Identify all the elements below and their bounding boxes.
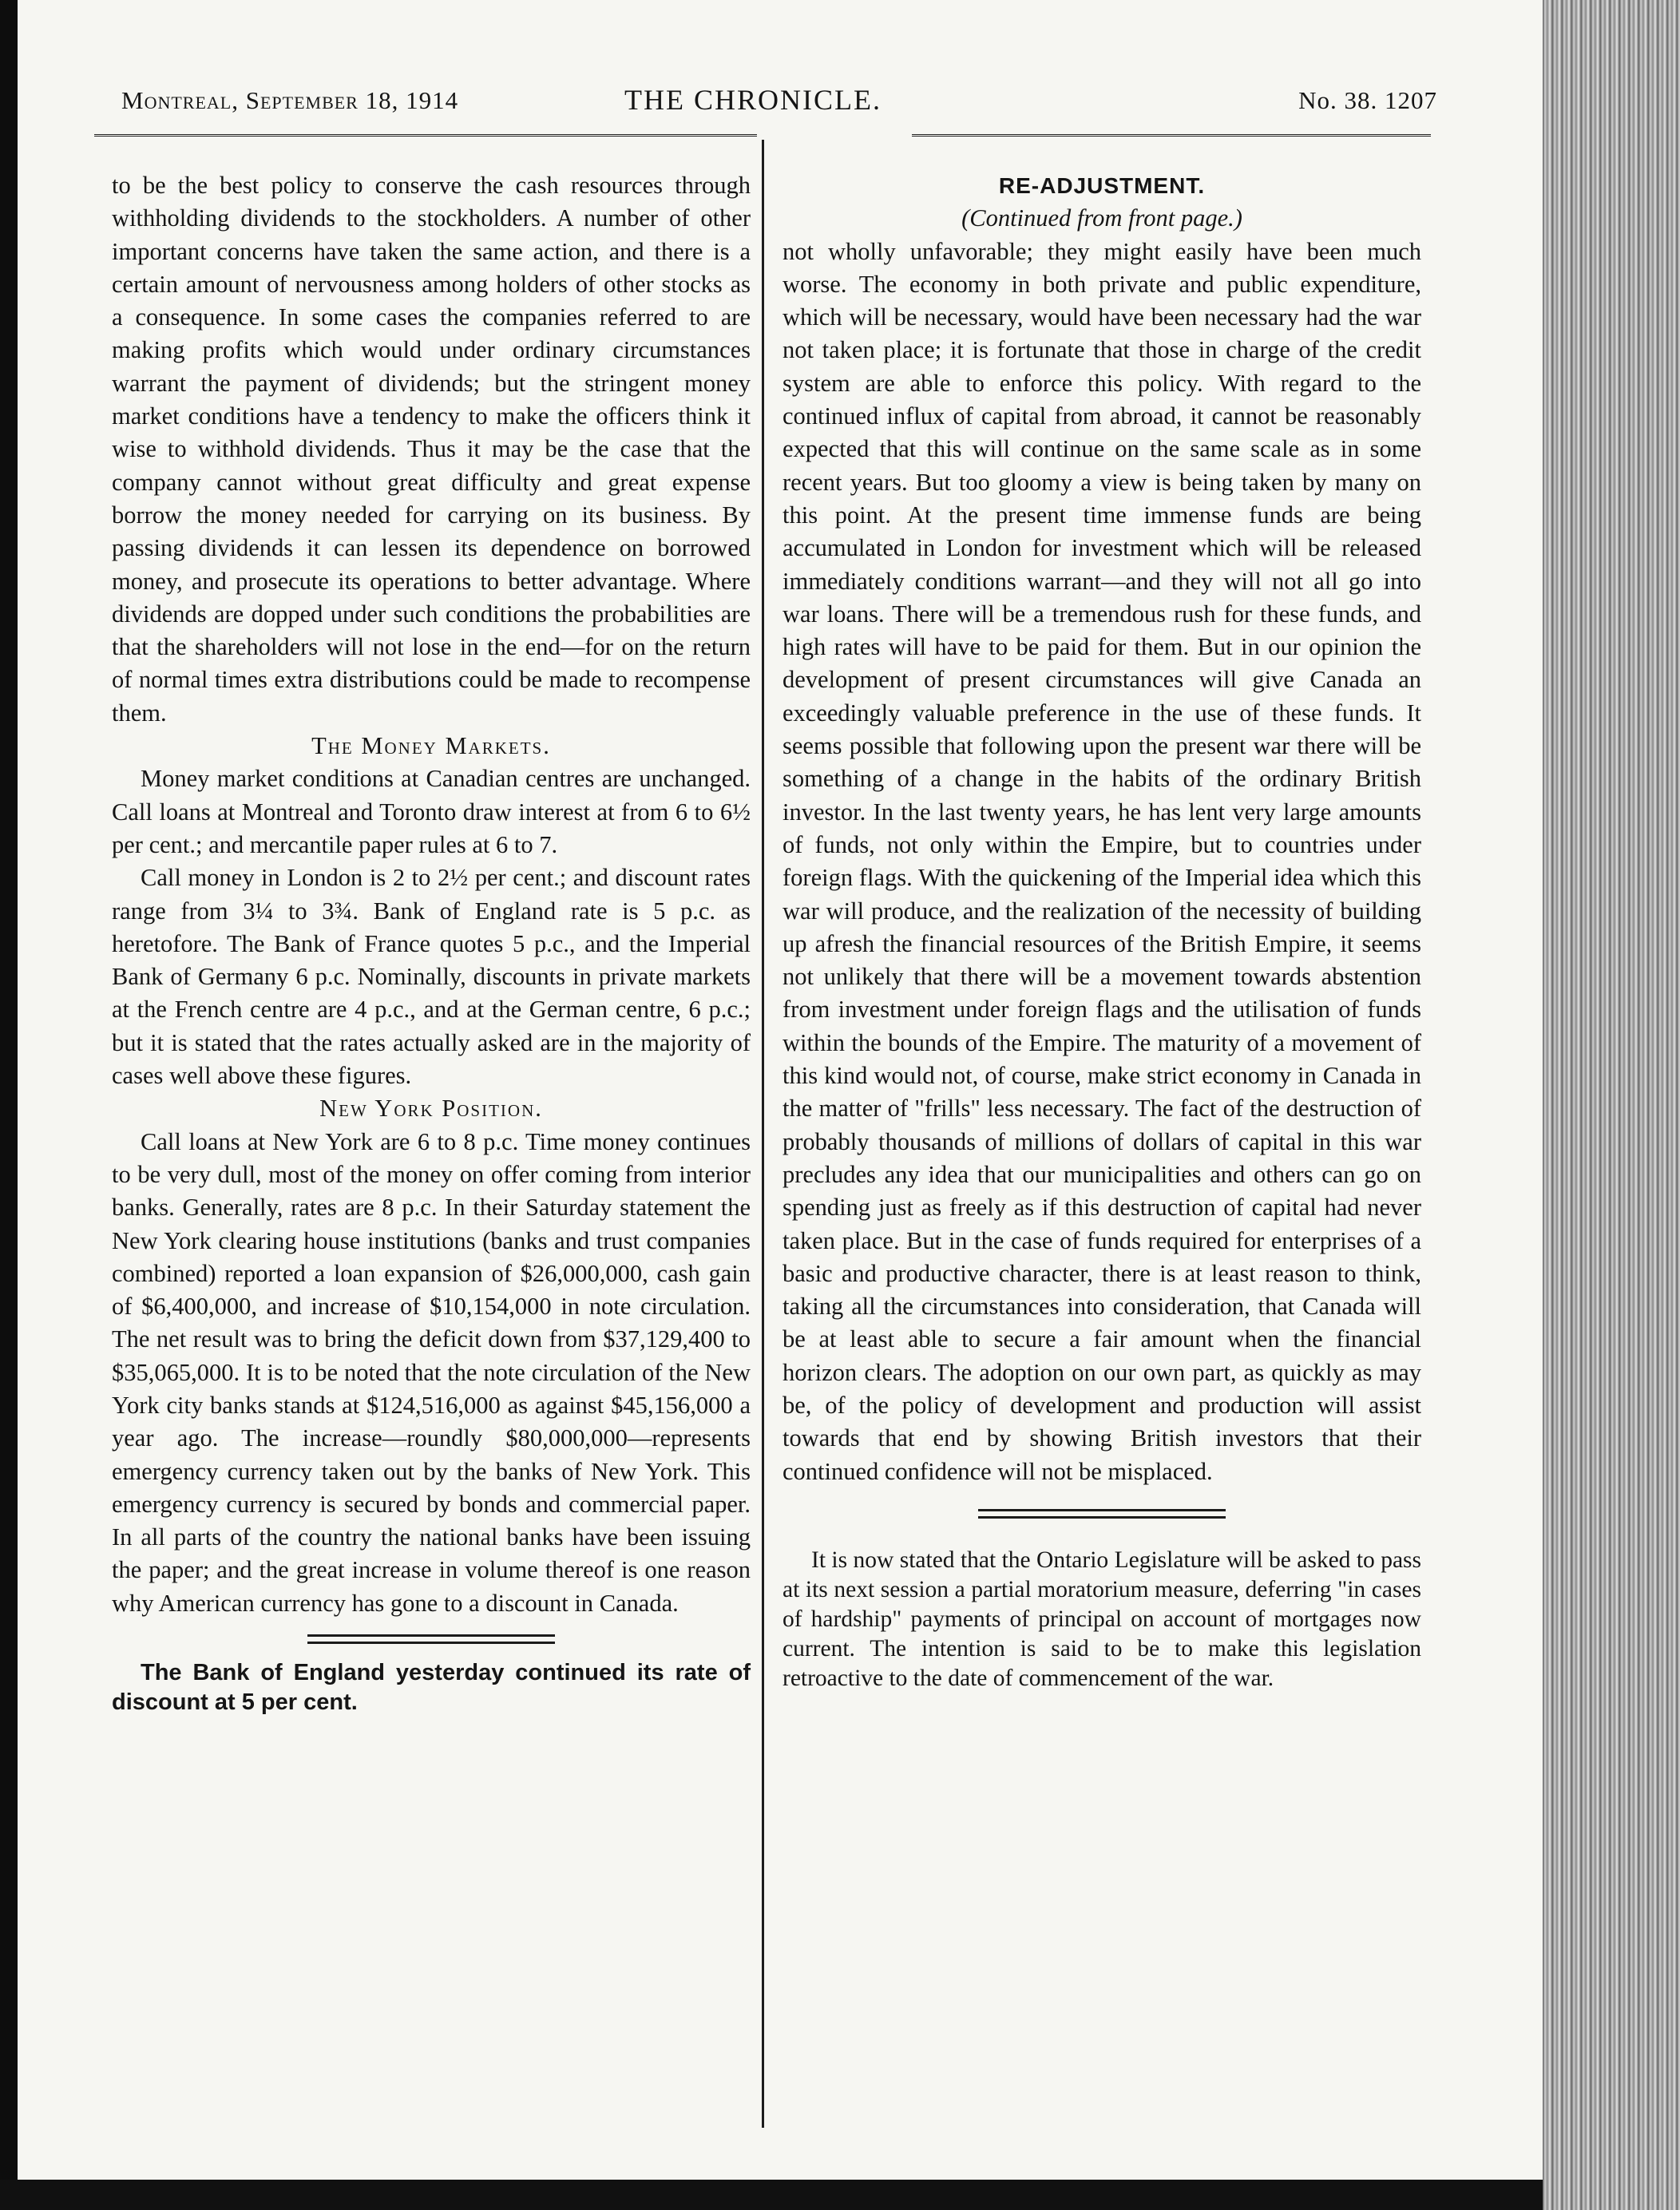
money-markets-heading: The Money Markets. — [311, 732, 551, 760]
scan-bottom-edge — [0, 2180, 1543, 2210]
money-markets-paragraph-2: Call money in London is 2 to 2½ per cent.; and discount rates range from 3¼ to 3¾. Bank of England rate is 5 p.c. as heretofore. The Bank of France quotes 5 p.c., and the Imperial Bank of Germany 6 p.c. Nominally, discounts in private markets at the French centre are 4 p.c., and at the German centre, 6 p.c.; but it is stated that the rates actually asked are in the majority of cases well above these figures. — [112, 864, 751, 1090]
bank-of-england-note: The Bank of England yesterday continued its rate of discount at 5 per cent. — [112, 1660, 751, 1716]
header-page-number: No. 38. 1207 — [1298, 86, 1437, 114]
new-york-paragraph: Call loans at New York are 6 to 8 p.c. Time money continues to be very dull, most of the money on offer coming from interior banks. Generally, rates are 8 p.c. In their Saturday statement the New York clearing house institutions (banks and trust companies combined) reported a loan expansion of $26,000,000, cash gain of $6,400,000, and increase of $10,154,000 in note circulation. The net result was to bring the deficit down from $37,129,400 to $35,065,000. It is to be noted that the note circulation of the New York city banks stands at $124,516,000 as against $45,156,000 a year ago. The increase—roundly $80,000,000—represents emergency currency taken out by the banks of New York. This emergency currency is secured by bonds and commercial paper. In all parts of the country the national banks have been issuing the paper; and the great increase in volume thereof is one reason why American currency has gone to a discount in Canada. — [112, 1127, 751, 1617]
right-column — [783, 169, 1421, 1693]
money-markets-paragraph-1: Money market conditions at Canadian centres are unchanged. Call loans at Montreal and Toronto draw interest at from 6 to 6½ per cent.; and mercantile paper rules at 6 to 7. — [112, 765, 751, 858]
section-separator-left — [307, 1634, 555, 1644]
header-masthead: THE CHRONICLE. — [624, 84, 882, 116]
header-dateline: Montreal, September 18, 1914 — [121, 86, 459, 114]
section-separator-right — [978, 1509, 1226, 1519]
scan-left-edge — [0, 0, 18, 2210]
column-divider — [762, 140, 764, 2128]
left-column — [112, 169, 751, 1717]
article-subtitle: (Continued from front page.) — [961, 204, 1242, 232]
book-page-edges — [1543, 0, 1680, 2210]
intro-paragraph: to be the best policy to conserve the cash resources through withholding dividends to the stockholders. A number of other important concerns have taken the same action, and there is a certain amount of nervousness among holders of other stocks as a consequence. In some cases the companies referred to are making profits which would under ordinary circumstances warrant the payment of dividends; but the stringent money market conditions have a tendency to make the officers think it wise to withhold dividends. Thus it may be the case that the company cannot without great difficulty and great expense borrow the money needed for carrying on its business. By passing dividends it can lessen its dependence on borrowed money, and prosecute its operations to better advantage. Where dividends are dopped under such conditions the probabilities are that the shareholders will not lose in the end—for on the return of normal times extra distributions could be made to recompense them. — [112, 172, 751, 727]
header-rule-right — [912, 134, 1431, 139]
header-rule-left — [94, 134, 757, 139]
ontario-moratorium-note: It is now stated that the Ontario Legislature will be asked to pass at its next session a partial moratorium measure, deferring "in cases of hardship" payments of principal on account of mortgages now current. The intention is said to be to make this legislation retroactive to the date of commencement of the war. — [783, 1547, 1421, 1691]
article-title: RE-ADJUSTMENT. — [998, 173, 1206, 198]
new-york-heading: New York Position. — [319, 1095, 543, 1123]
article-body: not wholly unfavorable; they might easily have been much worse. The economy in both private and public expenditure, which will be necessary, would have been necessary had the war not taken place; it is fortunate that those in charge of the credit system are able to enforce this policy. With regard to the continued influx of capital from abroad, it cannot be reasonably expected that this will continue on the same scale as in some recent years. But too gloomy a view is being taken by many on this point. At the present time immense funds are being accumulated in London for investment which will be released immediately conditions warrant—and they will not all go into war loans. There will be a tremendous rush for these funds, and high rates will have to be paid for them. But in our opinion the development of present circumstances will give Canada an exceedingly valuable preference in the use of these funds. It seems possible that following upon the present war there will be something of a change in the habits of the ordinary British investor. In the last twenty years, he has lent very large amounts of funds, not only within the Empire, but to countries under foreign flags. With the quickening of the Imperial idea which this war will produce, and the realization of the necessity of building up afresh the financial resources of the British Empire, it seems not unlikely that there will be a movement towards abstention from investment under foreign flags and the utilisation of funds within the bounds of the Empire. The maturity of a movement of this kind would not, of course, make strict economy in Canada in the matter of "frills" less necessary. The fact of the destruction of probably thousands of millions of dollars of capital in this war precludes any idea that our municipalities and others can go on spending just as freely as if this destruction of capital had never taken place. But in the case of funds required for enterprises of a basic and productive character, there is at least reason to think, taking all the circumstances into consideration, that Canada will be at least able to secure a fair amount when the financial horizon clears. The adoption on our own part, as quickly as may be, of the policy of development and production will assist towards that end by showing British investors that their continued confidence will not be misplaced. — [783, 237, 1421, 1485]
page-header — [105, 80, 1437, 120]
newspaper-page — [18, 0, 1543, 2180]
